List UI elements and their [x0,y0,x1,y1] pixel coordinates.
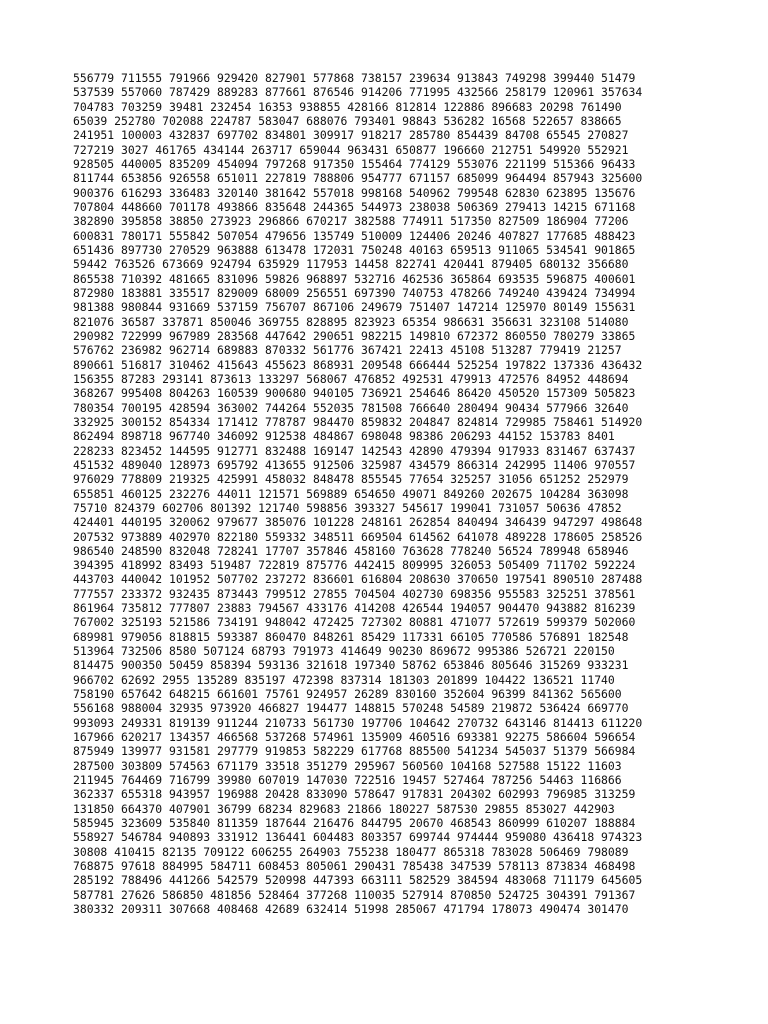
text-line: 600831 780171 555842 507054 479656 135749 510009 124406 20246 407827 177685 488423 [73,228,636,243]
text-line: 821076 36587 337871 850046 369755 828895 823923 65354 986631 356631 323108 514080 [73,314,629,329]
text-line: 727219 3027 461765 434144 263717 659044 963431 650877 196660 212751 549920 552921 [73,142,629,157]
text-line: 362337 655318 943957 196988 20428 833090 578647 917831 204302 602993 796985 313259 [73,787,636,802]
text-line: 655851 460125 232276 44011 121571 569889 654650 49071 849260 202675 104284 363098 [73,486,629,501]
text-line: 585945 323609 535840 811359 187644 216476 844795 20670 468543 860999 610207 188884 [73,816,636,831]
text-line: 811744 653856 926558 651011 227819 788806 954777 671157 685099 964494 857943 325600 [73,171,643,186]
text-line: 290982 722999 967989 283568 447642 290651 982215 149810 672372 860550 780279 33865 [73,328,636,343]
text-line: 976029 778809 219325 425991 458032 848478 855545 77654 325257 31056 651252 252979 [73,472,629,487]
text-line: 651436 897730 270529 963888 613478 172031 750248 40163 659513 911065 534541 901865 [73,242,636,257]
text-line: 65039 252780 702088 224787 583047 688076 793401 98843 536282 16568 522657 838665 [73,113,622,128]
text-line: 890661 516817 310462 415643 455623 868931 209548 666444 525254 197822 137336 436432 [73,357,643,372]
text-line: 131850 664370 407901 36799 68234 829683 21866 180227 587530 29855 853027 442903 [73,801,615,816]
text-line: 30808 410415 82135 709122 606255 264903 755238 180477 865318 783028 506469 798089 [73,844,629,859]
text-line: 767002 325193 521586 734191 948042 472425 727302 80881 471077 572619 599379 502060 [73,615,636,630]
text-line: 368267 995408 804263 160539 900680 940105 736921 254646 86420 450520 157309 505823 [73,386,636,401]
text-line: 862494 898718 967740 346092 912538 484867 698048 98386 206293 44152 153783 8401 [73,429,615,444]
text-line: 156355 87283 293141 873613 133297 568067 476852 492531 479913 472576 84952 448694 [73,371,629,386]
text-line: 707804 448660 701178 493866 835648 244365 544973 238038 506369 279413 14215 671168 [73,199,636,214]
text-line: 986540 248590 832048 728241 17707 357846 458160 763628 778240 56524 789948 658946 [73,543,629,558]
text-line: 59442 763526 673669 924794 635929 117953 14458 822741 420441 879405 680132 356680 [73,257,629,272]
number-text-block [73,71,733,916]
text-line: 287500 303809 574563 671179 33518 351279 295967 560560 104168 527588 15122 11603 [73,758,622,773]
text-line: 814475 900350 50459 858394 593136 321618 197340 58762 653846 805646 315269 933231 [73,658,629,673]
text-line: 966702 62692 2955 135289 835197 472398 837314 181303 201899 104422 136521 11740 [73,672,615,687]
text-line: 332925 300152 854334 171412 778787 984470 859832 204847 824814 729985 758461 514920 [73,414,643,429]
text-line: 861964 735812 777807 23883 794567 433176 414208 426544 194057 904470 943882 816239 [73,601,636,616]
text-line: 758190 657642 648215 661601 75761 924957 26289 830160 352604 96399 841362 565600 [73,687,622,702]
text-line: 777557 233372 932435 873443 799512 27855 704504 402730 698356 955583 325251 378561 [73,586,636,601]
text-line: 241951 100003 432837 697702 834801 309917 918217 285780 854439 84708 65545 270827 [73,128,629,143]
text-line: 424401 440195 320062 979677 385076 101228 248161 262854 840494 346439 947297 498648 [73,515,643,530]
text-line: 167966 620217 134357 466568 537268 574961 135909 460516 693381 92275 586604 596654 [73,730,636,745]
text-line: 556168 988004 32935 973920 466827 194477 148815 570248 54589 219872 536424 669770 [73,701,629,716]
text-line: 285192 788496 441266 542579 520998 447393 663111 582529 384594 483068 711179 645605 [73,873,643,888]
text-line: 689981 979056 818815 593387 860470 848261 85429 117331 66105 770586 576891 182548 [73,629,629,644]
text-line: 443703 440042 101952 507702 237272 836601 616804 208630 370650 197541 890510 287488 [73,572,643,587]
text-line: 558927 546784 940893 331912 136441 604483 803357 699744 974444 959080 436418 974323 [73,830,643,845]
text-line: 75710 824379 602706 801392 121740 598856 393327 545617 199041 731057 50636 47852 [73,500,622,515]
text-line: 207532 973889 402970 822180 559332 348511 669504 614562 641078 489228 178605 258526 [73,529,643,544]
text-line: 993093 249331 819139 911244 210733 561730 197706 104642 270732 643146 814413 611220 [73,715,643,730]
text-line: 380332 209311 307668 408468 42689 632414 51998 285067 471794 178073 490474 301470 [73,902,629,917]
text-line: 451532 489040 128973 695792 413655 912506 325987 434579 866314 242995 11406 970557 [73,457,636,472]
text-line: 872980 183881 335517 829009 68009 256551 697390 740753 478266 749240 439424 734994 [73,285,636,300]
text-line: 768875 97618 884995 584711 608453 805061 290431 785438 347539 578113 873834 468498 [73,859,636,874]
text-line: 780354 700195 428594 363002 744264 552035 781508 766640 280494 90434 577966 32640 [73,400,629,415]
text-line: 900376 616293 336483 320140 381642 557018 998168 540962 799548 62830 623895 135676 [73,185,636,200]
text-line: 865538 710392 481665 831096 59826 968897 532716 462536 365864 693535 596875 400601 [73,271,636,286]
text-line: 704783 703259 39481 232454 16353 938855 428166 812814 122886 896683 20298 761490 [73,99,622,114]
text-line: 587781 27626 586850 481856 528464 377268 110035 527914 870850 524725 304391 791367 [73,887,636,902]
text-line: 394395 418992 83493 519487 722819 875776 442415 809995 326053 505409 711702 592224 [73,558,636,573]
text-line: 875949 139977 931581 297779 919853 582229 617768 885500 541234 545037 51379 566984 [73,744,636,759]
text-line: 211945 764469 716799 39980 607019 147030 722516 19457 527464 787256 54463 116866 [73,773,622,788]
text-line: 556779 711555 791966 929420 827901 577868 738157 239634 913843 749298 399440 51479 [73,71,636,85]
text-line: 981388 980844 931669 537159 756707 867106 249679 751407 147214 125970 80149 155631 [73,300,636,315]
text-line: 576762 236982 962714 689883 870332 561776 367421 22413 45108 513287 779419 21257 [73,343,622,358]
text-line: 228233 823452 144595 912771 832488 169147 142543 42890 479394 917933 831467 637437 [73,443,636,458]
text-line: 928505 440005 835209 454094 797268 917350 155464 774129 553076 221199 515366 96433 [73,156,636,171]
text-line: 382890 395858 38850 273923 296866 670217 382588 774911 517350 827509 186904 77206 [73,214,629,229]
text-line: 537539 557060 787429 889283 877661 876546 914206 771995 432566 258179 120961 357634 [73,85,643,100]
text-line: 513964 732506 8580 507124 68793 791973 414649 90230 869672 995386 526721 220150 [73,644,615,659]
